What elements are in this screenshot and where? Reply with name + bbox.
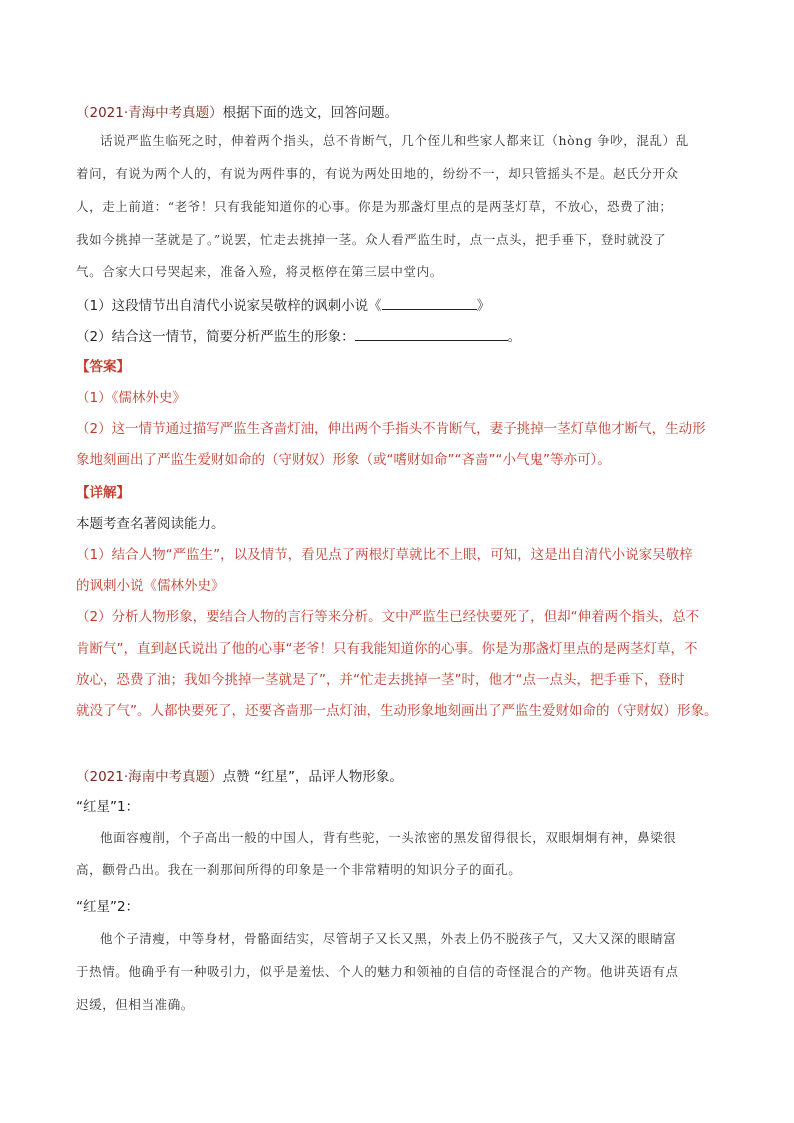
answer-2-line: 象地刻画出了严监生爱财如命的（守财奴）形象（或“嗜财如命”“吝啬”“小气鬼”等亦可）。 — [76, 452, 611, 468]
sub-question-1-end: 》 — [476, 298, 491, 314]
sub-question-1-text: （1）这段情节出自清代小说家吴敬梓的讽刺小说《 — [76, 298, 382, 314]
question-source: （2021·海南中考真题） — [76, 769, 223, 785]
sub-question-2-text: （2）结合这一情节，简要分析严监生的形象： — [76, 329, 355, 345]
hongxing-text-2: 于热情。他确乎有一种吸引力，似乎是羞怯、个人的魅力和领袖的自信的奇怪混合的产物。他讲英语有点 — [76, 964, 679, 979]
answer-header: 【答案】 — [76, 359, 130, 375]
detail-header: 【详解】 — [76, 485, 130, 501]
detail-1-line: 的讽刺小说《儒林外史》 — [76, 578, 225, 594]
passage-line: 我如今挑掉一茎就是了。”说罢，忙走去挑掉一茎。众人看严监生时，点一点头，把手垂下，登时就没了 — [76, 232, 667, 247]
answer-blank-1[interactable] — [382, 295, 477, 310]
hongxing-text-2: 迟缓，但相当准确。 — [76, 997, 194, 1012]
detail-2-line: 就没了气”。人都快要死了，还要吝啬那一点灯油，生动形象地刻画出了严监生爱财如命的（守财奴）形象。 — [76, 703, 718, 719]
sub-question-2 — [76, 326, 521, 347]
passage-line: 人，走上前道：“老爷！只有我能知道你的心事。你是为那盏灯里点的是两茎灯草，不放心，恐费了油； — [76, 199, 673, 214]
hongxing-text-1: 高，颧骨凸出。我在一刹那间所得的印象是一个非常精明的知识分子的面孔。 — [76, 862, 522, 877]
answer-blank-2[interactable] — [355, 326, 508, 341]
hongxing-text-1: 他面容瘦削，个子高出一般的中国人，背有些驼，一头浓密的黑发留得很长，双眼炯炯有神，鼻梁很 — [100, 830, 677, 845]
hongxing-label-1: “红星”1： — [76, 799, 140, 815]
detail-2-line: （2）分析人物形象，要结合人物的言行等来分析。文中严监生已经快要死了，但却“伸着两个指头，总不 — [76, 609, 700, 625]
question-source: （2021·青海中考真题） — [76, 105, 223, 121]
question-instruction: 根据下面的选文，回答问题。 — [222, 105, 399, 121]
detail-1-line: （1）结合人物“严监生”，以及情节，看见点了两根灯草就比不上眼，可知，这是出自清代小说家吴敬梓 — [76, 547, 693, 563]
detail-2-line: 肯断气”，直到赵氏说出了他的心事“老爷！只有我能知道你的心事。你是为那盏灯里点的是两茎灯草，不 — [76, 641, 698, 657]
question-2-header — [76, 767, 403, 787]
passage-line: 着问，有说为两个人的，有说为两件事的，有说为两处田地的，纷纷不一，却只管摇头不是。赵氏分开众 — [76, 166, 679, 181]
question-instruction: 点赞 “红星”，品评人物形象。 — [222, 769, 403, 785]
passage-line: 话说严监生临死之时，伸着两个指头，总不肯断气，几个侄儿和些家人都来讧（hòng 争吵，混乱）乱 — [100, 133, 689, 148]
sub-question-2-end: 。 — [507, 329, 522, 345]
sub-question-1 — [76, 295, 490, 316]
passage-line: 气。合家大口号哭起来，准备入殓，将灵柩停在第三层中堂内。 — [76, 264, 443, 279]
hongxing-label-2: “红星”2： — [76, 899, 140, 915]
detail-intro: 本题考查名著阅读能力。 — [76, 516, 225, 532]
answer-2-line: （2）这一情节通过描写严监生吝啬灯油，伸出两个手指头不肯断气，妻子挑掉一茎灯草他才断气，生动形 — [76, 421, 706, 437]
answer-1: （1）《儒林外史》 — [76, 390, 186, 406]
question-1-header — [76, 103, 398, 123]
detail-2-line: 放心，恐费了油；我如今挑掉一茎就是了”，并“忙走去挑掉一茎”时，他才“点一点头，把手垂下，登时 — [76, 672, 685, 688]
hongxing-text-2: 他个子清瘦，中等身材，骨骼面结实，尽管胡子又长又黑，外表上仍不脱孩子气，又大又深的眼睛富 — [100, 931, 677, 946]
